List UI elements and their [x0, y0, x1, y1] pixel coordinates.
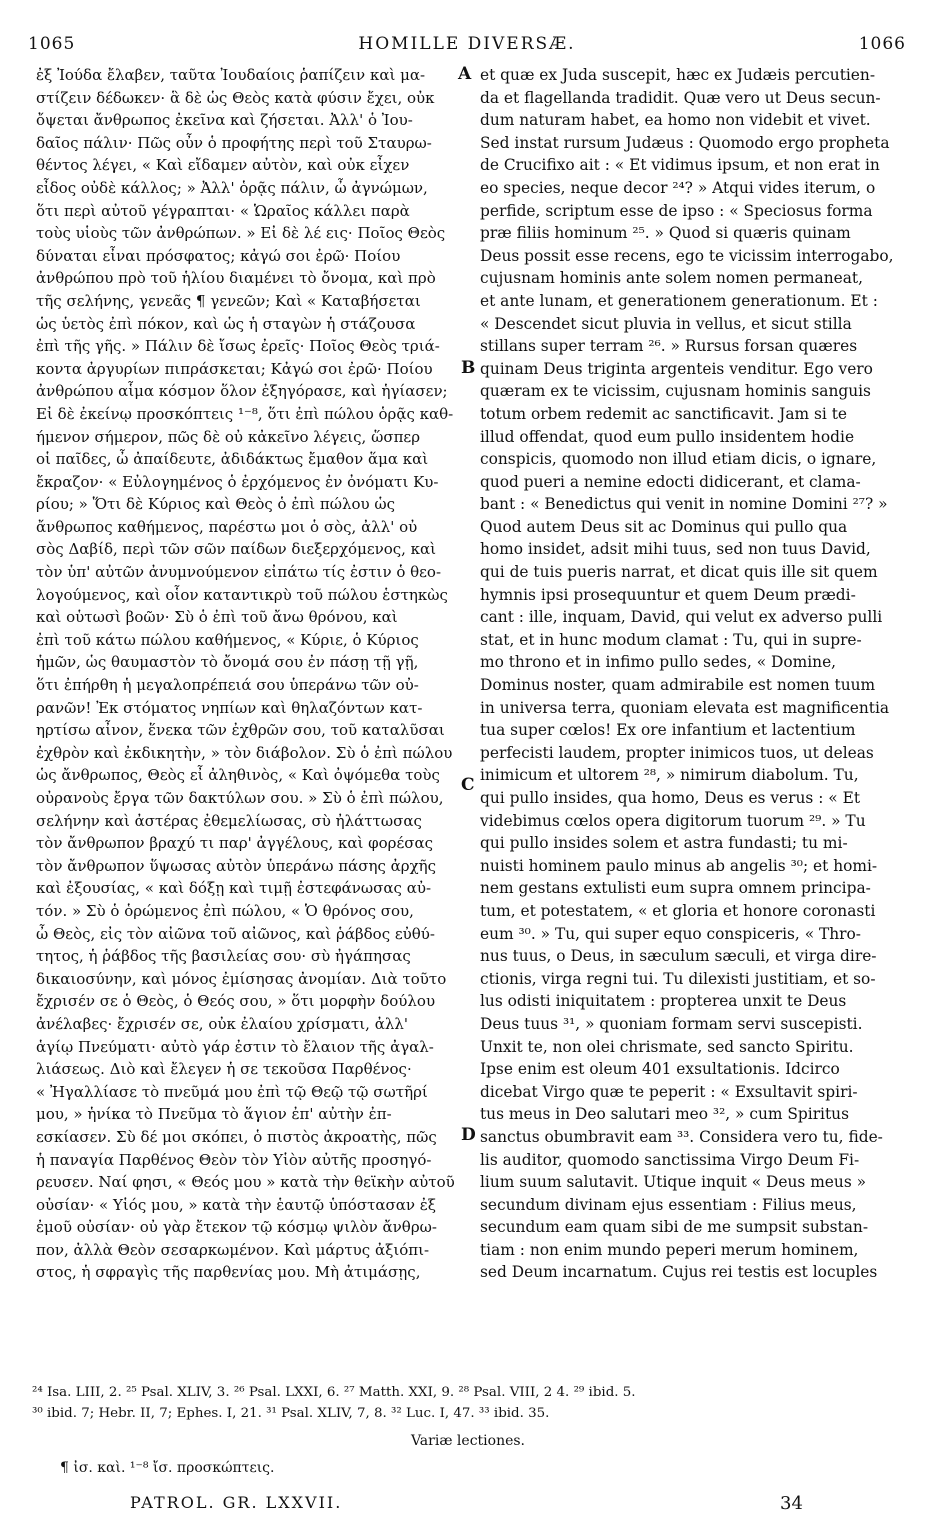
greek-text-line: εσκίασεν. Σὺ δέ μοι σκόπει, ὁ πιστὸς ἀκροατὴς, πῶς [36, 1127, 437, 1146]
greek-text-line: ἔκραζον· « Εὐλογημένος ὁ ἐρχόμενος ἐν ὀνόματι Κυ- [36, 472, 439, 491]
latin-text-line: Dominus noster, quam admirabile est nomen tuum [480, 676, 876, 695]
greek-text-line: Εἰ δὲ ἐκείνῳ προσκόπτεις ¹⁻⁸, ὅτι ἐπὶ πώλου ὁρᾷς καθ- [36, 404, 454, 423]
greek-text-line: ηρτίσω αἶνον, ἕνεκα τῶν ἐχθρῶν σου, τοῦ καταλῦσαι [36, 721, 445, 740]
footnote-line: ³⁰ ibid. 7; Hebr. II, 7; Ephes. I, 21. ³¹ Psal. XLIV, 7, 8. ³² Luc. I, 47. ³³ ibid. 35. [32, 1406, 550, 1421]
latin-text-line: perfide, scriptum esse de ipso : « Speciosus forma [480, 201, 873, 220]
latin-text-line: Deus possit esse recens, ego te vicissim interrogabo, [480, 246, 894, 265]
latin-text-line: ctionis, virga regni tui. Tu dilexisti justitiam, et so- [480, 969, 876, 988]
latin-text-line: nus tuus, o Deus, in sæculum sæculi, et virga dire- [480, 947, 877, 966]
greek-text-line: λιάσεως. Διὸ καὶ ἔλεγεν ἡ σε τεκοῦσα Παρθένος· [36, 1060, 412, 1079]
greek-text-line: τὸν ὑπ' αὐτῶν ἀνυμνούμενον εἰπάτω τίς ἐστιν ὁ θεο- [36, 563, 442, 582]
latin-text-line: eo species, neque decor ²⁴? » Atqui vides iterum, o [480, 178, 876, 197]
greek-text-line: ἀνθρώπου πρὸ τοῦ ἡλίου διαμένει τὸ ὄνομα, καὶ πρὸ [36, 269, 436, 288]
latin-text-line: nem gestans extulisti eum supra omnem principa- [480, 879, 871, 898]
greek-text-line: ἄνθρωπος καθήμενος, παρέστω μοι ὁ σὸς, ἀλλ' οὐ [36, 517, 418, 536]
latin-text-line: qui pullo insides solem et astra fundasti; tu mi- [480, 834, 848, 853]
greek-text-line: δικαιοσύνην, καὶ μόνος ἐμίσησας ἀνομίαν. Διὰ τοῦτο [36, 969, 447, 988]
footnotes [32, 1382, 912, 1424]
greek-text-line: ὄψεται ἄνθρωπος ἐκεῖνα καὶ ζήσεται. Ἀλλ' ὁ Ἰου- [36, 111, 413, 130]
greek-text-line: θέντος λέγει, « Καὶ εἴδαμεν αὐτὸν, καὶ οὐκ εἶχεν [36, 156, 410, 175]
greek-text-line: τόν. » Σὺ ὁ ὁρώμενος ἐπὶ πώλου, « Ὁ θρόνος σου, [36, 901, 414, 920]
greek-column [36, 64, 456, 1284]
latin-text-line: sanctus obumbravit eam ³³. Considera vero tu, fide- [480, 1127, 883, 1146]
greek-text-line: ὅτι ἐπήρθη ἡ μεγαλοπρέπειά σου ὑπεράνω τῶν οὐ- [36, 676, 419, 695]
latin-text-line: præ filiis hominum ²⁵. » Quod si quæris quinam [480, 224, 851, 243]
greek-text-line: ἀνθρώπου αἷμα κόσμον ὅλον ἐξηγόρασε, καὶ ἡγίασεν; [36, 382, 448, 401]
latin-text-line: perfecisti laudem, propter inimicos tuos, ut deleas [480, 743, 874, 762]
greek-text-line: ὡς ἄνθρωπος, Θεὸς εἶ ἀληθινὸς, « Καὶ ὀψόμεθα τοὺς [36, 766, 440, 785]
greek-text-line: ρανῶν! Ἐκ στόματος νηπίων καὶ θηλαζόντων κατ- [36, 698, 423, 717]
greek-text-line: ἀνέλαβες· ἔχρισέν σε, οὐκ ἐλαίου χρίσματι, ἀλλ' [36, 1014, 408, 1033]
greek-text-line: τοὺς υἱοὺς τῶν ἀνθρώπων. » Εἰ δὲ λέ εις· Ποῖος Θεὸς [36, 224, 446, 243]
margin-letter-d: D [461, 1125, 476, 1145]
greek-text-line: ἁγίῳ Πνεύματι· αὐτὸ γάρ ἐστιν τὸ ἔλαιον τῆς ἀγαλ- [36, 1037, 434, 1056]
latin-text-line: quæram ex te vicissim, cujusnam hominis sanguis [480, 382, 871, 401]
latin-text-line: totum orbem redemit ac sanctificavit. Jam si te [480, 404, 848, 423]
greek-text-line: ἡ παναγία Παρθένος Θεὸν τὸν Υἱὸν αὐτῆς προσηγό- [36, 1150, 432, 1169]
greek-text-line: ἐπὶ τῆς γῆς. » Πάλιν δὲ ἴσως ἐρεῖς· Ποῖος Θεὸς τριά- [36, 337, 440, 356]
greek-text-line: μου, » ἡνίκα τὸ Πνεῦμα τὸ ἅγιον ἐπ' αὐτὴν ἐπ- [36, 1105, 392, 1124]
latin-text-line: stillans super terram ²⁶. » Rursus forsan quæres [480, 337, 858, 356]
latin-text-line: dum naturam habet, ea homo non videbit et vivet. [480, 111, 871, 130]
latin-text-line: tiam : non enim mundo peperi merum hominem, [480, 1240, 859, 1259]
variae-lectiones-heading: Variæ lectiones. [410, 1433, 526, 1449]
greek-text-line: ρευσεν. Ναί φησι, « Θεός μου » κατὰ τὴν θεϊκὴν αὐτοῦ [36, 1173, 455, 1192]
greek-text-line: δύναται εἶναι πρόσφατος; κἀγώ σοι ἐρῶ· Ποίου [36, 246, 401, 265]
latin-text-line: hymnis ipsi prosequuntur et quem Deum prædi- [480, 585, 856, 604]
greek-text-line: ἡμῶν, ὡς θαυμαστὸν τὸ ὄνομά σου ἐν πάσῃ τῇ γῇ, [36, 653, 419, 672]
greek-text-line: ἐχθρὸν καὶ ἐκδικητὴν, » τὸν διάβολον. Σὺ ὁ ἐπὶ πώλου [36, 743, 453, 762]
greek-text-line: ἔχρισέν σε ὁ Θεὸς, ὁ Θεός σου, » ὅτι μορφὴν δούλου [36, 992, 436, 1011]
greek-text-line: καὶ ἐξουσίας, « καὶ δόξῃ καὶ τιμῇ ἐστεφάνωσας αὐ- [36, 879, 432, 898]
greek-text-line: στίζειν δέδωκεν· ἃ δὲ ὡς Θεὸς κατὰ φύσιν ἔχει, οὐκ [36, 88, 435, 107]
greek-text-line: ἐξ Ἰούδα ἔλαβεν, ταῦτα Ἰουδαίοις ῥαπίζειν καὶ μα- [36, 66, 426, 84]
greek-text-line: σὸς Δαβίδ, περὶ τῶν σῶν παίδων διεξερχόμενος, καὶ [36, 540, 437, 559]
footnote-line: ²⁴ Isa. LIII, 2. ²⁵ Psal. XLIV, 3. ²⁶ Psal. LXXI, 6. ²⁷ Matth. XXI, 9. ²⁸ Psal. VIII, 2 4. ²⁹ ibid. 5. [32, 1385, 636, 1400]
greek-text-line: πον, ἀλλὰ Θεὸν σεσαρκωμένον. Καὶ μάρτυς ἀξιόπι- [36, 1240, 430, 1259]
greek-text-line: σελήνην καὶ ἀστέρας ἐθεμελίωσας, σὺ ἠλάττωσας [36, 811, 422, 830]
greek-text-line: οὐσίαν· « Υἱός μου, » κατὰ τὴν ἑαυτῷ ὑπόστασαν ἐξ [36, 1195, 437, 1214]
greek-text-line: τὸν ἄνθρωπον βραχύ τι παρ' ἀγγέλους, καὶ φορέσας [36, 834, 434, 853]
latin-text-line: in universa terra, quoniam elevata est magnificentia [480, 698, 890, 717]
latin-text-line: quinam Deus triginta argenteis venditur. Ego vero [480, 359, 873, 378]
greek-text-line: ἐπὶ τοῦ κάτω πώλου καθήμενος, « Κύριε, ὁ Κύριος [36, 630, 419, 649]
latin-text-line: Ipse enim est oleum 401 exsultationis. Idcirco [480, 1060, 840, 1079]
greek-text-line: λογούμενος, καὶ οἷον καταντικρὺ τοῦ πώλου ἑστηκὼς [36, 585, 448, 604]
greek-text-line: οἱ παῖδες, ὦ ἀπαίδευτε, ἀδιδάκτως ἔμαθον ἅμα καὶ [36, 450, 429, 469]
greek-text-line: κοντα ἀργυρίων πιπράσκεται; Κἀγώ σοι ἐρῶ· Ποίου [36, 359, 433, 378]
latin-text-line: qui pullo insides, qua homo, Deus es verus : « Et [480, 789, 861, 807]
greek-text-line: ὦ Θεὸς, εἰς τὸν αἰῶνα τοῦ αἰῶνος, καὶ ῥάβδος εὐθύ- [36, 924, 435, 943]
latin-text-line: lus odisti iniquitatem : propterea unxit te Deus [480, 992, 847, 1011]
greek-text-line: ήμενον σήμερον, πῶς δὲ οὐ κἀκεῖνο λέγεις, ὥσπερ [36, 427, 421, 446]
greek-text-line: οὐρανοὺς ἔργα τῶν δακτύλων σου. » Σὺ ὁ ἐπὶ πώλου, [36, 789, 444, 807]
running-header [28, 34, 906, 56]
greek-text-line: « Ἠγαλλίασε τὸ πνεῦμά μου ἐπὶ τῷ Θεῷ τῷ σωτῆρί [36, 1082, 428, 1101]
latin-text-line: bant : « Benedictus qui venit in nomine Domini ²⁷? » [480, 495, 888, 514]
latin-text-line: qui de tuis pueris narrat, et dicat quis ille sit quem [480, 563, 878, 582]
latin-text-line: quod pueri a nemine edocti didicerant, et clama- [480, 472, 861, 491]
latin-text-line: conspicis, quomodo non illud etiam dicis, o ignare, [480, 450, 877, 469]
latin-text-line: secundum eam quam sibi de me sumpsit substan- [480, 1218, 869, 1237]
greek-text-line: τὸν ἄνθρωπον ὕψωσας αὐτὸν ὑπεράνω πάσης ἀρχῆς [36, 856, 437, 875]
latin-text-line: videbimus cœlos opera digitorum tuorum ²⁹. » Tu [480, 811, 866, 830]
signature-mark: PATROL. GR. LXXVII. [130, 1493, 343, 1512]
greek-text-line: εἶδος οὐδὲ κάλλος; » Ἀλλ' ὁρᾷς πάλιν, ὦ ἀγνώμων, [36, 178, 428, 197]
latin-text-line: homo insidet, adsit mihi tuus, sed non tuus David, [480, 540, 871, 559]
greek-text-line: στος, ἡ σφραγὶς τῆς παρθενίας μου. Μὴ ἀτιμάσῃς, [36, 1263, 421, 1282]
margin-letter-b: B [461, 358, 476, 378]
greek-text-line: ὅτι περὶ αὐτοῦ γέγραπται· « Ὡραῖος κάλλει παρὰ [36, 201, 410, 220]
latin-text-line: lis auditor, quomodo sanctissima Virgo Deum Fi- [480, 1150, 860, 1169]
right-page-number: 1066 [858, 34, 906, 54]
greek-text-line: ὡς ὑετὸς ἐπὶ πόκον, καὶ ὡς ἡ σταγὼν ἡ στάζουσα [36, 314, 416, 333]
latin-text-line: da et flagellanda tradidit. Quæ vero ut Deus secun- [480, 88, 881, 107]
variant-reading: ¶ ἰσ. καὶ. ¹⁻⁸ ἴσ. προσκώπτεις. [60, 1460, 275, 1476]
latin-text-line: stat, et in hunc modum clamat : Tu, qui in supre- [480, 630, 862, 649]
latin-text-line: lium suum salutavit. Utique inquit « Deus meus » [480, 1173, 867, 1192]
greek-text-line: ρίου; » Ὅτι δὲ Κύριος καὶ Θεὸς ὁ ἐπὶ πώλου ὡς [36, 495, 396, 514]
greek-text-line: δαῖος πάλιν· Πῶς οὖν ὁ προφήτης περὶ τοῦ Σταυρω- [36, 133, 432, 152]
latin-text-line: tua super cœlos! Ex ore infantium et lactentium [480, 721, 856, 740]
latin-text-line: de Crucifixo ait : « Et vidimus ipsum, et non erat in [480, 156, 880, 175]
latin-text-line: mo throno et in infimo pullo sedes, « Domine, [480, 653, 837, 672]
latin-text-line: cant : ille, inquam, David, qui velut ex adverso pulli [480, 608, 883, 627]
latin-text-line: eum ³⁰. » Tu, qui super equo conspiceris, « Thro- [480, 924, 862, 943]
latin-column [480, 64, 906, 1284]
latin-text-line: tus meus in Deo salutari meo ³², » cum Spiritus [480, 1105, 849, 1124]
latin-text-line: Unxit te, non olei chrismate, sed sancto Spiritu. [480, 1037, 854, 1056]
latin-text-line: Quod autem Deus sit ac Dominus qui pullo qua [480, 517, 848, 536]
greek-text-line: τῆς σελήνης, γενεᾶς ¶ γενεῶν; Καὶ « Καταβήσεται [36, 291, 421, 310]
latin-text-line: « Descendet sicut pluvia in vellus, et sicut stilla [480, 314, 852, 333]
sheet-number: 34 [780, 1493, 803, 1514]
left-page-number: 1065 [28, 34, 76, 54]
latin-text-line: inimicum et ultorem ²⁸, » nimirum diabolum. Tu, [480, 766, 859, 785]
latin-text-line: cujusnam hominis ante solem nomen permaneat, [480, 269, 864, 288]
margin-letter-a: A [458, 64, 472, 84]
latin-text-line: et quæ ex Juda suscepit, hæc ex Judæis percutien- [480, 66, 876, 84]
running-title: HOMILLE DIVERSÆ. [358, 34, 576, 54]
latin-text-line: secundum divinam ejus essentiam : Filius meus, [480, 1195, 857, 1214]
latin-text-line: sed Deum incarnatum. Cujus rei testis est locuples [480, 1263, 878, 1282]
latin-text-line: nuisti hominem paulo minus ab angelis ³⁰; et homi- [480, 856, 878, 875]
latin-text-line: et ante lunam, et generationem generationum. Et : [480, 291, 878, 310]
margin-letter-c: C [461, 775, 475, 795]
latin-text-line: Sed instat rursum Judæus : Quomodo ergo propheta [480, 133, 890, 152]
latin-text-line: tum, et potestatem, « et gloria et honore coronasti [480, 901, 876, 920]
greek-text-line: τητος, ἡ ῥάβδος τῆς βασιλείας σου· σὺ ἠγάπησας [36, 947, 411, 966]
greek-text-line: ἐμοῦ οὐσίαν· οὐ γὰρ ἔτεκον τῷ κόσμῳ ψιλὸν ἄνθρω- [36, 1218, 437, 1237]
greek-text-line: καὶ οὑτωσὶ βοῶν· Σὺ ὁ ἐπὶ τοῦ ἄνω θρόνου, καὶ [36, 608, 398, 627]
latin-text-line: dicebat Virgo quæ te peperit : « Exsultavit spiri- [480, 1082, 858, 1101]
latin-text-line: Deus tuus ³¹, » quoniam formam servi suscepisti. [480, 1014, 863, 1033]
latin-text-line: illud offendat, quod eum pullo insidentem hodie [480, 427, 855, 446]
